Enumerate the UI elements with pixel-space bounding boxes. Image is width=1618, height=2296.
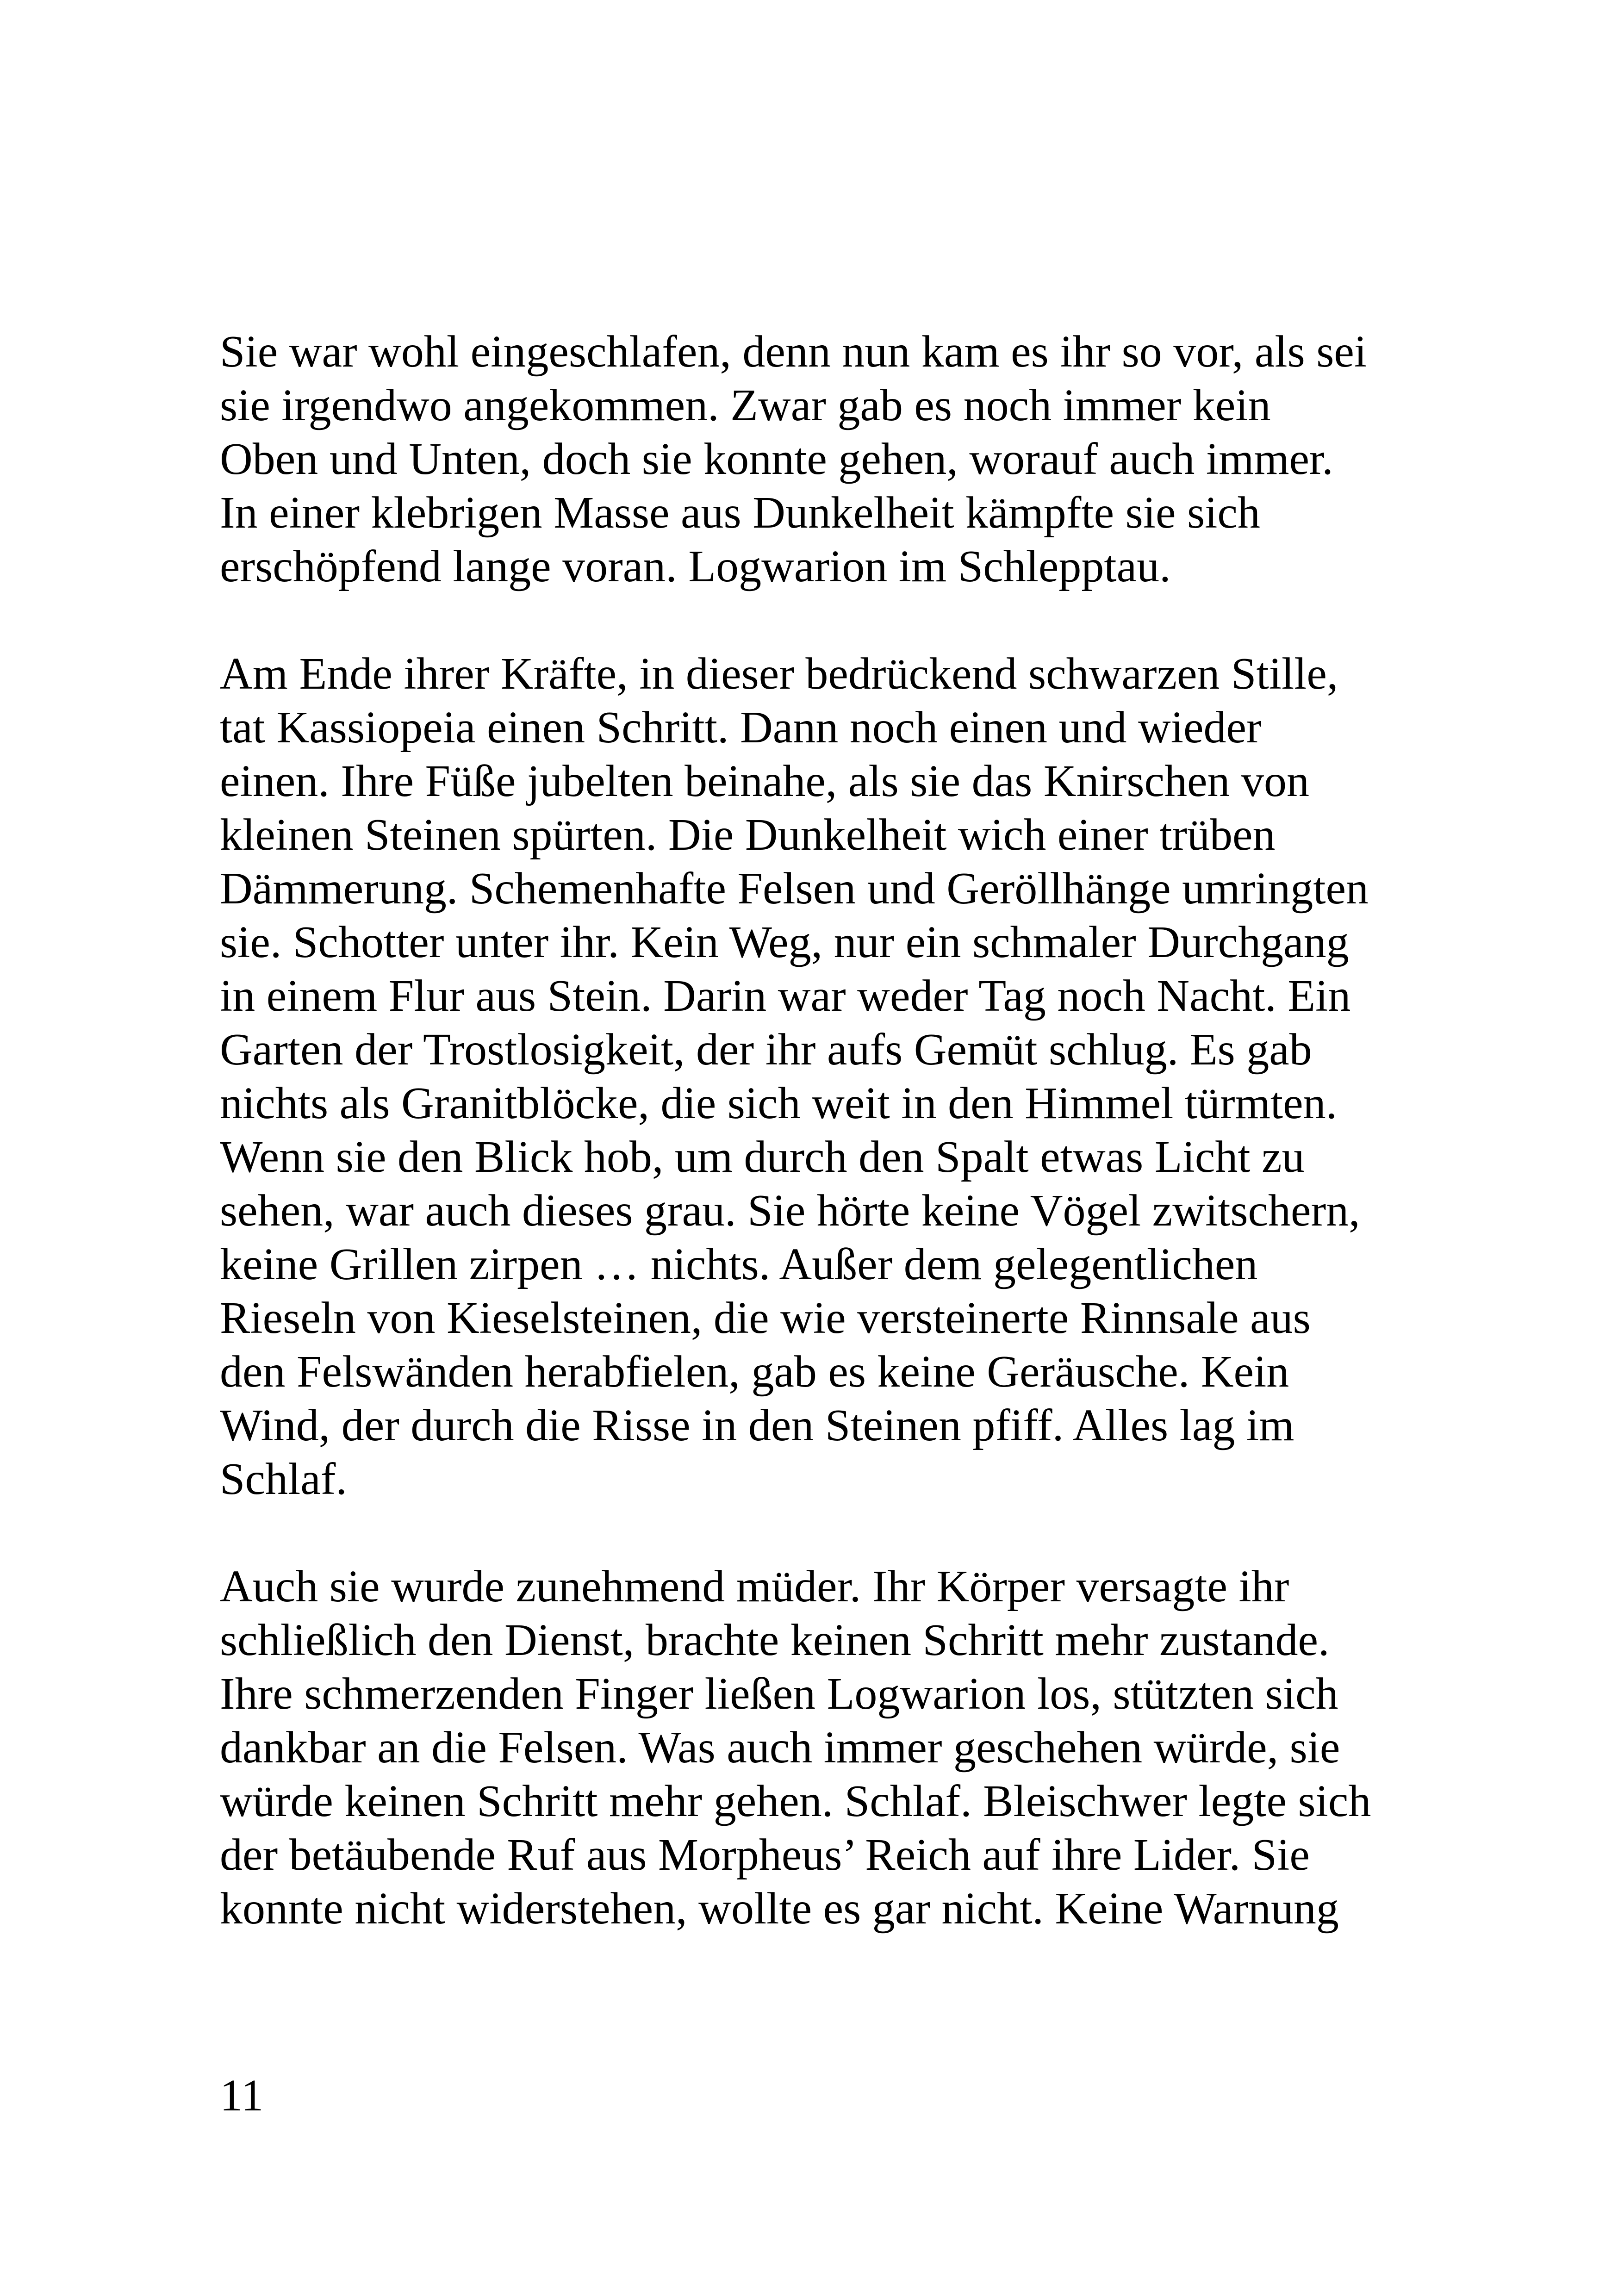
- text-line: tat Kassiopeia einen Schritt. Dann noch einen und wieder: [220, 703, 1262, 753]
- text-line: der betäubende Ruf aus Morpheus’ Reich auf ihre Lider. Sie: [220, 1830, 1310, 1880]
- text-line: erschöpfend lange voran. Logwarion im Schlepptau.: [220, 541, 1171, 591]
- text-line: Auch sie wurde zunehmend müder. Ihr Körper versagte ihr: [220, 1562, 1289, 1612]
- text-line: Dämmerung. Schemenhafte Felsen und Geröllhänge umringten: [220, 864, 1369, 914]
- paragraph-2: [220, 647, 1423, 1506]
- text-line: dankbar an die Felsen. Was auch immer geschehen würde, sie: [220, 1723, 1340, 1773]
- text-line: Sie war wohl eingeschlafen, denn nun kam es ihr so vor, als sei: [220, 327, 1367, 377]
- text-line: schließlich den Dienst, brachte keinen Schritt mehr zustande.: [220, 1615, 1330, 1665]
- text-line: In einer klebrigen Masse aus Dunkelheit kämpfte sie sich: [220, 488, 1260, 538]
- text-line: Am Ende ihrer Kräfte, in dieser bedrückend schwarzen Stille,: [220, 649, 1338, 699]
- text-line: konnte nicht widerstehen, wollte es gar nicht. Keine Warnung: [220, 1884, 1339, 1934]
- text-line: Wind, der durch die Risse in den Steinen pfiff. Alles lag im: [220, 1400, 1294, 1450]
- text-line: Schlaf.: [220, 1454, 347, 1504]
- text-line: Rieseln von Kieselsteinen, die wie versteinerte Rinnsale aus: [220, 1293, 1311, 1343]
- text-line: Oben und Unten, doch sie konnte gehen, worauf auch immer.: [220, 434, 1333, 484]
- text-line: kleinen Steinen spürten. Die Dunkelheit wich einer trüben: [220, 810, 1276, 860]
- text-line: einen. Ihre Füße jubelten beinahe, als sie das Knirschen von: [220, 756, 1310, 806]
- text-line: sie irgendwo angekommen. Zwar gab es noch immer kein: [220, 380, 1271, 430]
- text-line: Garten der Trostlosigkeit, der ihr aufs Gemüt schlug. Es gab: [220, 1025, 1312, 1075]
- text-line: sehen, war auch dieses grau. Sie hörte keine Vögel zwitschern,: [220, 1186, 1360, 1236]
- text-line: nichts als Granitblöcke, die sich weit in den Himmel türmten.: [220, 1078, 1338, 1128]
- text-line: den Felswänden herabfielen, gab es keine Geräusche. Kein: [220, 1347, 1289, 1397]
- text-line: sie. Schotter unter ihr. Kein Weg, nur ein schmaler Durchgang: [220, 917, 1349, 967]
- text-line: würde keinen Schritt mehr gehen. Schlaf. Bleischwer legte sich: [220, 1776, 1371, 1826]
- body-text: [220, 325, 1423, 1989]
- text-line: Ihre schmerzenden Finger ließen Logwarion los, stützten sich: [220, 1669, 1338, 1719]
- text-line: in einem Flur aus Stein. Darin war weder Tag noch Nacht. Ein: [220, 971, 1351, 1021]
- page-number: 11: [220, 2071, 264, 2121]
- paragraph-1: [220, 325, 1423, 593]
- text-line: Wenn sie den Blick hob, um durch den Spalt etwas Licht zu: [220, 1132, 1305, 1182]
- paragraph-3: [220, 1560, 1423, 1935]
- text-line: keine Grillen zirpen … nichts. Außer dem gelegentlichen: [220, 1239, 1258, 1289]
